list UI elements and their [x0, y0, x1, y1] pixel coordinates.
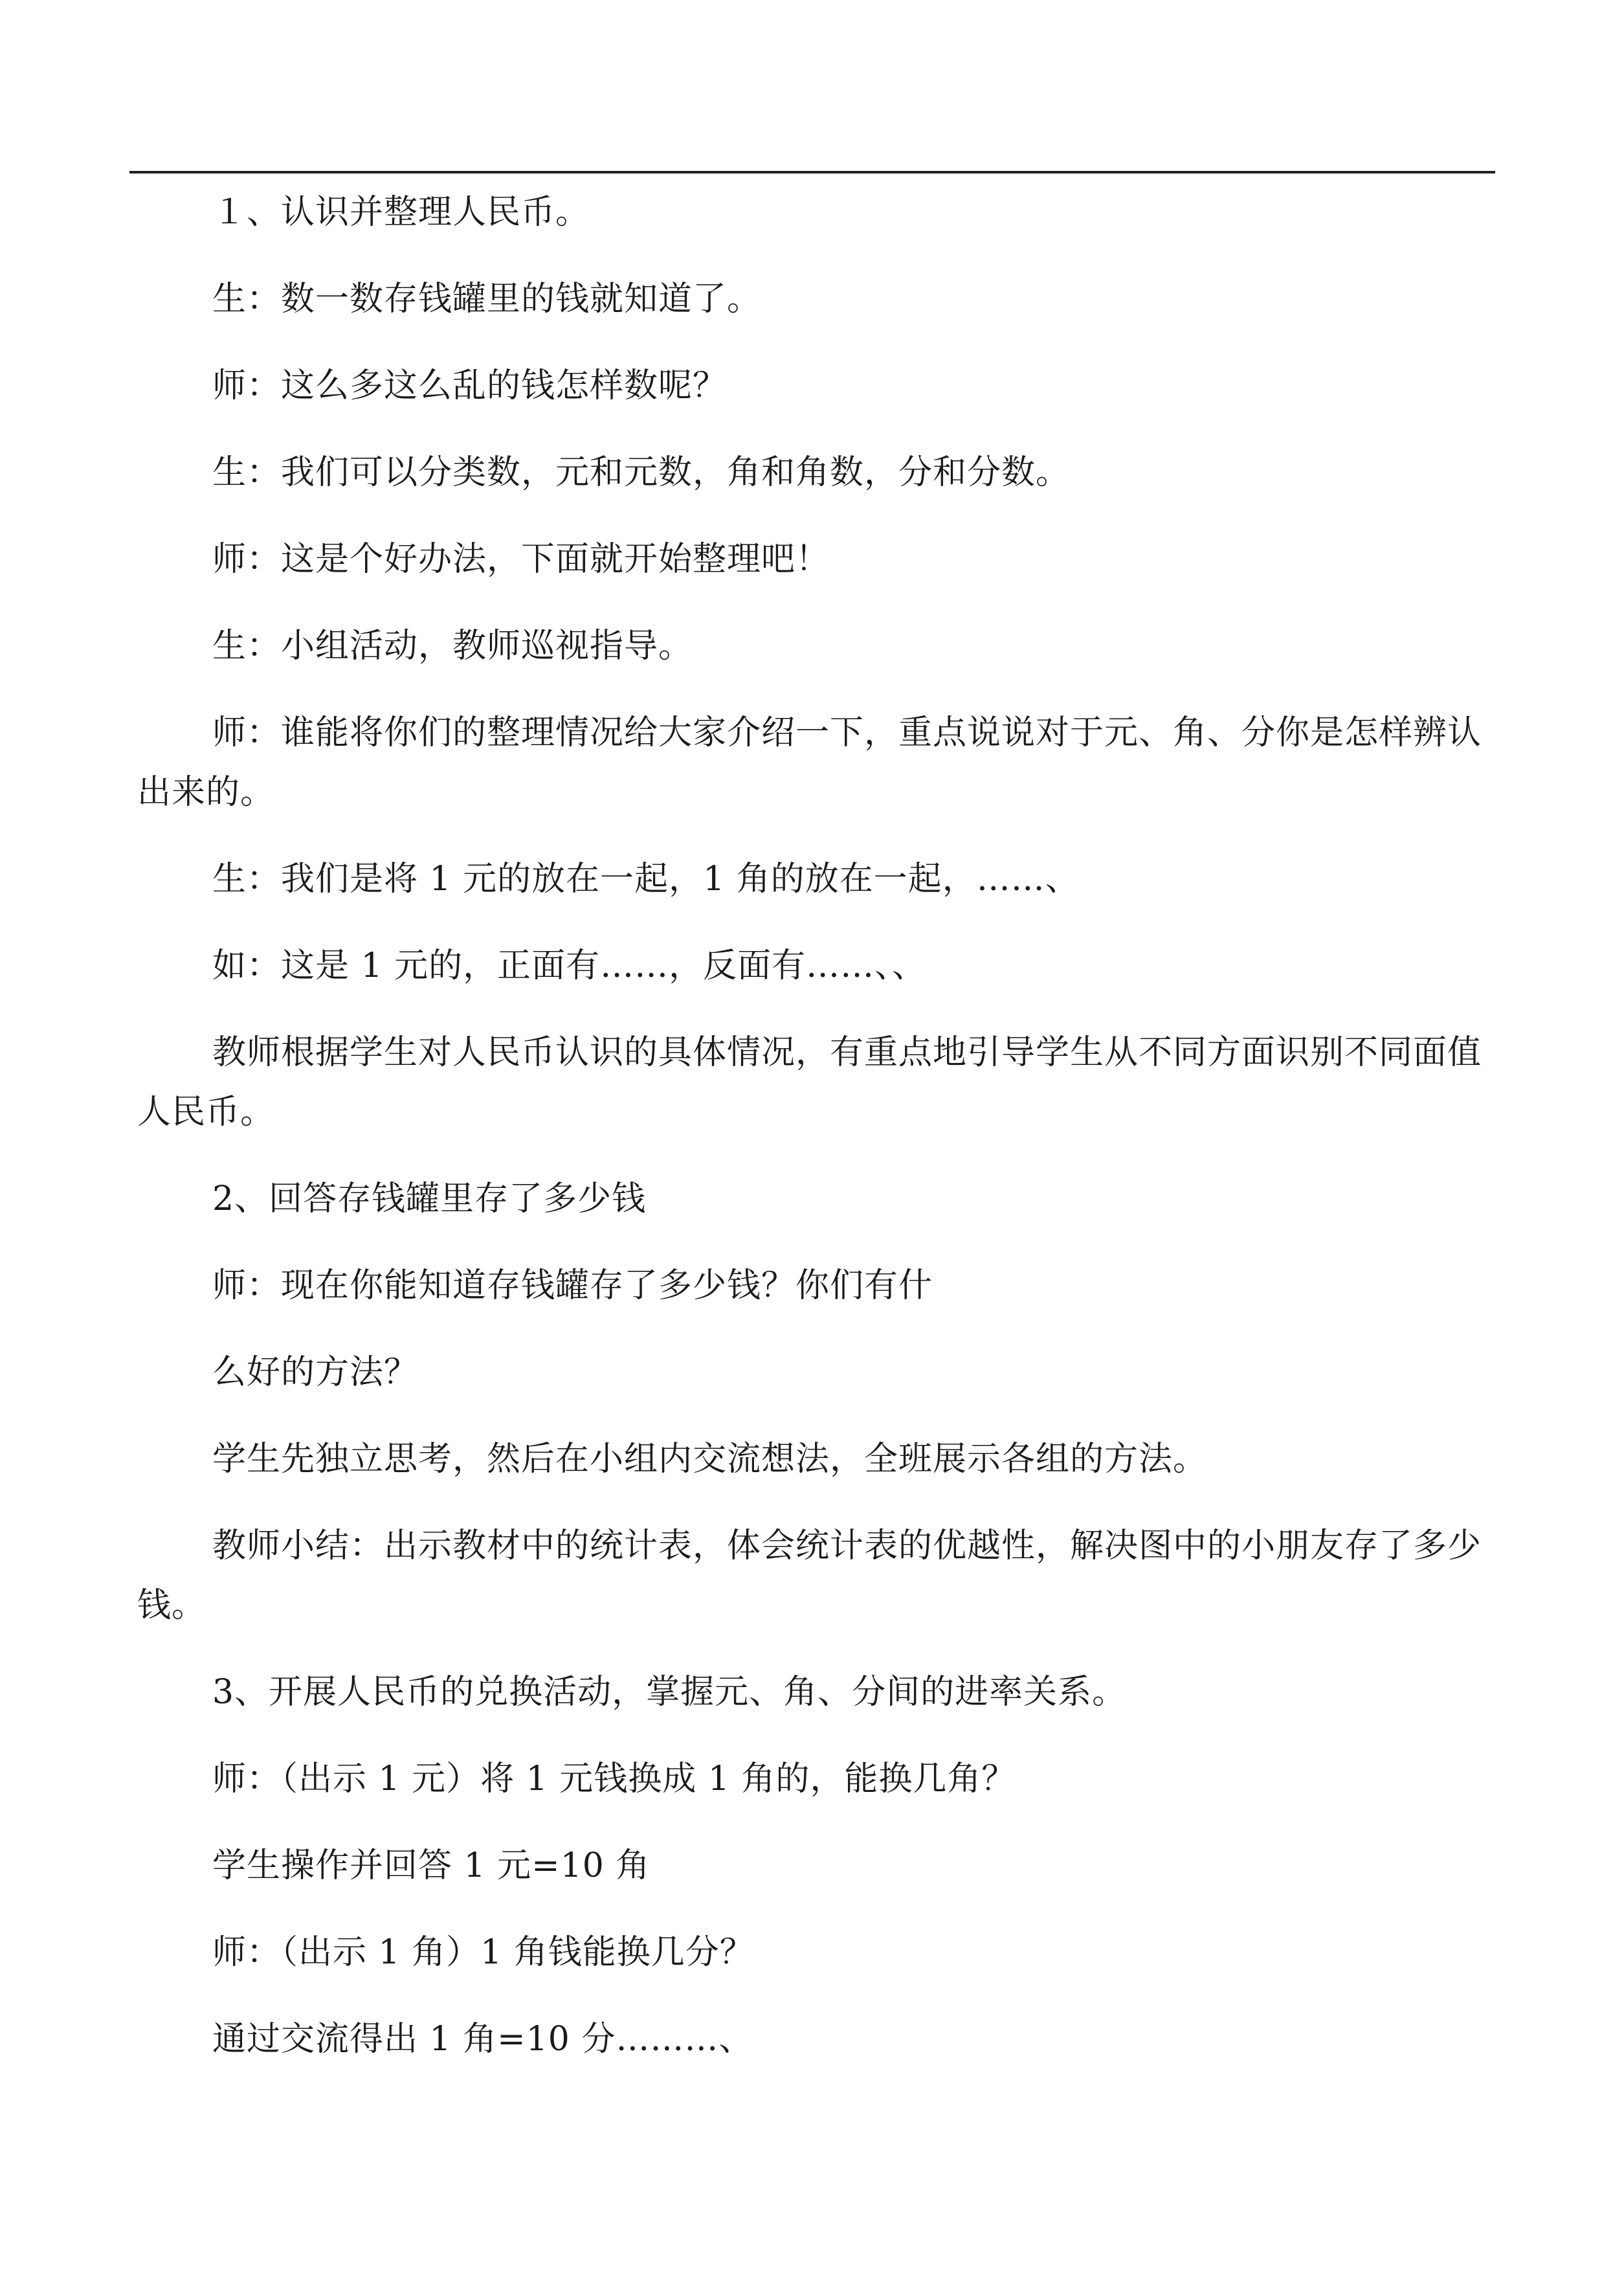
paragraph-6: 生：小组活动，教师巡视指导。 [212, 627, 693, 666]
paragraph-19: 师：（出示 1 角）1 角钱能换几分？ [212, 1933, 754, 1972]
paragraph-11: 2、回答存钱罐里存了多少钱 [212, 1180, 647, 1218]
paragraph-2: 生：数一数存钱罐里的钱就知道了。 [212, 280, 762, 319]
paragraph-18: 学生操作并回答 1 元=10 角 [212, 1846, 651, 1885]
paragraph-5: 师：这是个好办法，下面就开始整理吧！ [212, 540, 830, 579]
paragraph-7: 师：谁能将你们的整理情况给大家介绍一下，重点说说对于元、角、分你是怎样辨认出来的。 [137, 713, 1482, 812]
paragraph-9: 如：这是 1 元的，正面有……，反面有……、、 [212, 946, 927, 985]
paragraph-16: 3、开展人民币的兑换活动，掌握元、角、分间的进率关系。 [212, 1673, 1127, 1712]
paragraph-10: 教师根据学生对人民币认识的具体情况，有重点地引导学生从不同方面识别不同面值人民币。 [137, 1033, 1482, 1132]
paragraph-12: 师：现在你能知道存钱罐存了多少钱？你们有什 [212, 1266, 933, 1305]
paragraph-13: 么好的方法？ [212, 1353, 419, 1392]
paragraph-8: 生：我们是将 1 元的放在一起，1 角的放在一起，……、 [212, 860, 1080, 899]
paragraph-14: 学生先独立思考，然后在小组内交流想法，全班展示各组的方法。 [212, 1440, 1208, 1479]
paragraph-1: １、认识并整理人民币。 [212, 193, 590, 232]
paragraph-17: 师：（出示 1 元）将 1 元钱换成 1 角的，能换几角？ [212, 1760, 1016, 1798]
document-body [137, 183, 1496, 2096]
paragraph-20: 通过交流得出 1 角=10 分………、 [212, 2020, 753, 2059]
paragraph-4: 生：我们可以分类数，元和元数，角和角数，分和分数。 [212, 453, 1071, 492]
paragraph-3: 师：这么多这么乱的钱怎样数呢？ [212, 366, 728, 405]
header-rule [129, 171, 1495, 173]
paragraph-15: 教师小结：出示教材中的统计表，体会统计表的优越性，解决图中的小朋友存了多少钱。 [137, 1527, 1482, 1625]
